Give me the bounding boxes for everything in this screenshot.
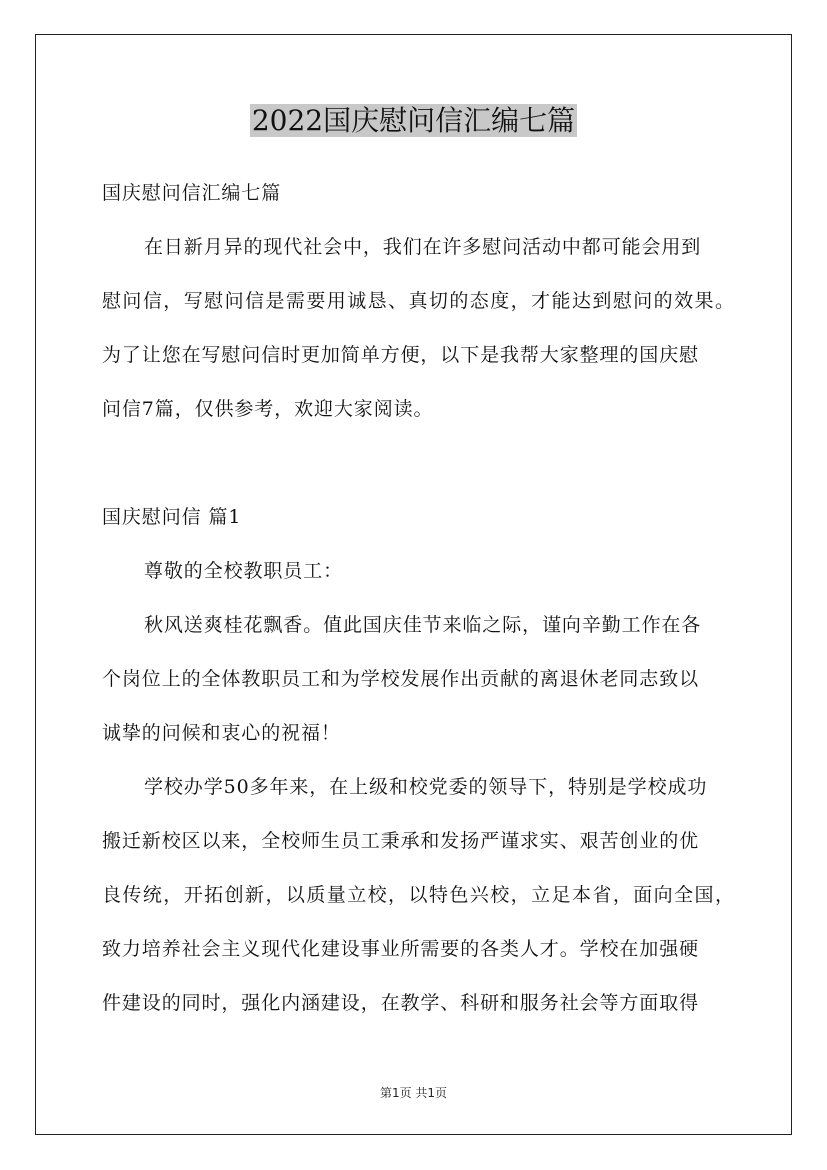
intro-line: 慰问信，写慰问信是需要用诚恳、真切的态度，才能达到慰问的效果。 <box>102 290 734 312</box>
intro-line: 问信7篇，仅供参考，欢迎大家阅读。 <box>102 398 434 420</box>
paragraph-line: 搬迁新校区以来，全校师生员工秉承和发扬严谨求实、艰苦创业的优 <box>102 830 700 852</box>
paragraph-gap <box>102 444 734 498</box>
intro-line: 为了让您在写慰问信时更加简单方便，以下是我帮大家整理的国庆慰 <box>102 344 700 366</box>
intro-line: 在日新月异的现代社会中，我们在许多慰问活动中都可能会用到 <box>144 236 702 258</box>
paragraph-line: 秋风送爽桂花飘香。值此国庆佳节来临之际，谨向辛勤工作在各 <box>144 614 702 636</box>
paragraph-line: 个岗位上的全体教职员工和为学校发展作出贡献的离退休老同志致以 <box>102 668 700 690</box>
salutation: 尊敬的全校教职员工： <box>144 560 344 582</box>
subtitle: 国庆慰问信汇编七篇 <box>102 182 282 204</box>
paragraph-line: 件建设的同时，强化内涵建设，在教学、科研和服务社会等方面取得 <box>102 992 700 1014</box>
document-body <box>102 174 734 1038</box>
title-highlight: 2022国庆慰问信汇编七篇 <box>251 104 576 137</box>
document-title <box>0 99 827 143</box>
paragraph-line: 致力培养社会主义现代化建设事业所需要的各类人才。学校在加强硬 <box>102 938 700 960</box>
paragraph-line: 良传统，开拓创新，以质量立校，以特色兴校，立足本省，面向全国， <box>102 884 734 906</box>
paragraph-line: 诚挚的问候和衷心的祝福！ <box>102 722 341 744</box>
section-heading: 国庆慰问信 篇1 <box>102 506 242 528</box>
paragraph-line: 学校办学50多年来，在上级和校党委的领导下，特别是学校成功 <box>144 776 708 798</box>
page-number-footer: 第1页 共1页 <box>379 1086 448 1100</box>
